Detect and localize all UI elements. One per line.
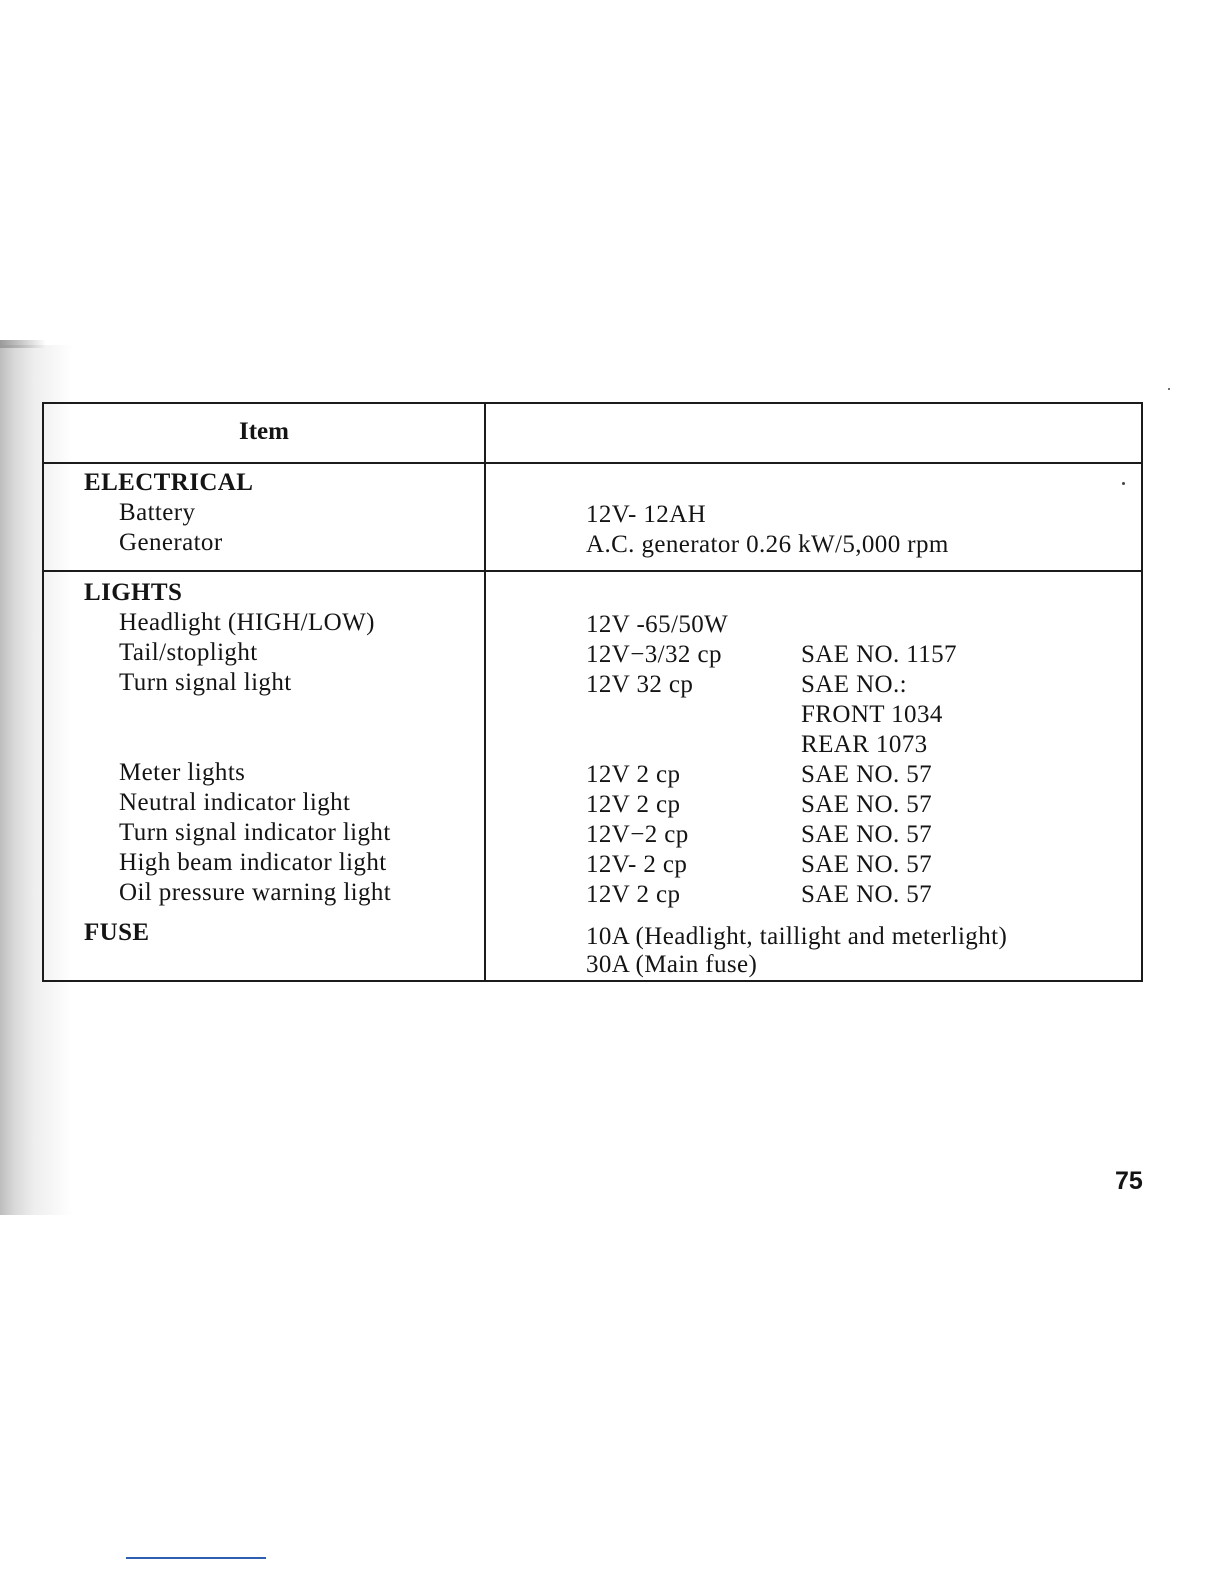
page-edge-mark (0, 340, 46, 348)
row-value-turn-signal-indicator: 12V−2 cp (586, 821, 689, 848)
section-title-fuse: FUSE (84, 919, 150, 946)
dust-speck (1168, 388, 1170, 390)
section-title-lights: LIGHTS (84, 579, 183, 606)
row-item-generator: Generator (119, 529, 223, 556)
row-note-oil-pressure-warning: SAE NO. 57 (801, 881, 933, 908)
row-item-meter-lights: Meter lights (119, 759, 246, 786)
row-note-meter-lights: SAE NO. 57 (801, 761, 933, 788)
row-note-turn-signal-indicator: SAE NO. 57 (801, 821, 933, 848)
row-value-meter-lights: 12V 2 cp (586, 761, 681, 788)
row-value-tail-stoplight: 12V−3/32 cp (586, 641, 722, 668)
row-value-fuse-headlight: 10A (Headlight, taillight and meterlight) (586, 923, 1008, 950)
row-item-headlight: Headlight (HIGH/LOW) (119, 609, 375, 636)
row-value-headlight: 12V -65/50W (586, 611, 729, 638)
column-divider (484, 404, 486, 980)
row-item-battery: Battery (119, 499, 196, 526)
bottom-rule (126, 1557, 266, 1559)
specifications-table (42, 402, 1143, 982)
section-rule (44, 570, 1141, 572)
page-number: 75 (1115, 1167, 1143, 1195)
row-note-front: FRONT 1034 (801, 701, 943, 728)
header-rule (44, 462, 1141, 464)
section-title-electrical: ELECTRICAL (84, 469, 254, 496)
row-value-oil-pressure-warning: 12V 2 cp (586, 881, 681, 908)
row-value-fuse-main: 30A (Main fuse) (586, 951, 758, 978)
row-value-battery: 12V- 12AH (586, 501, 707, 528)
dust-speck (1122, 482, 1125, 485)
row-value-neutral-indicator: 12V 2 cp (586, 791, 681, 818)
row-item-turn-signal-light: Turn signal light (119, 669, 292, 696)
column-header-item: Item (239, 418, 289, 445)
row-item-tail-stoplight: Tail/stoplight (119, 639, 258, 666)
row-value-high-beam-indicator: 12V- 2 cp (586, 851, 688, 878)
row-note-tail-stoplight: SAE NO. 1157 (801, 641, 957, 668)
row-value-generator: A.C. generator 0.26 kW/5,000 rpm (586, 531, 949, 558)
row-item-turn-signal-indicator: Turn signal indicator light (119, 819, 391, 846)
row-item-neutral-indicator: Neutral indicator light (119, 789, 351, 816)
row-note-neutral-indicator: SAE NO. 57 (801, 791, 933, 818)
row-value-turn-signal-light: 12V 32 cp (586, 671, 694, 698)
row-item-oil-pressure-warning: Oil pressure warning light (119, 879, 392, 906)
row-note-turn-signal-light: SAE NO.: (801, 671, 907, 698)
row-note-high-beam-indicator: SAE NO. 57 (801, 851, 933, 878)
row-item-high-beam-indicator: High beam indicator light (119, 849, 387, 876)
row-note-rear: REAR 1073 (801, 731, 928, 758)
